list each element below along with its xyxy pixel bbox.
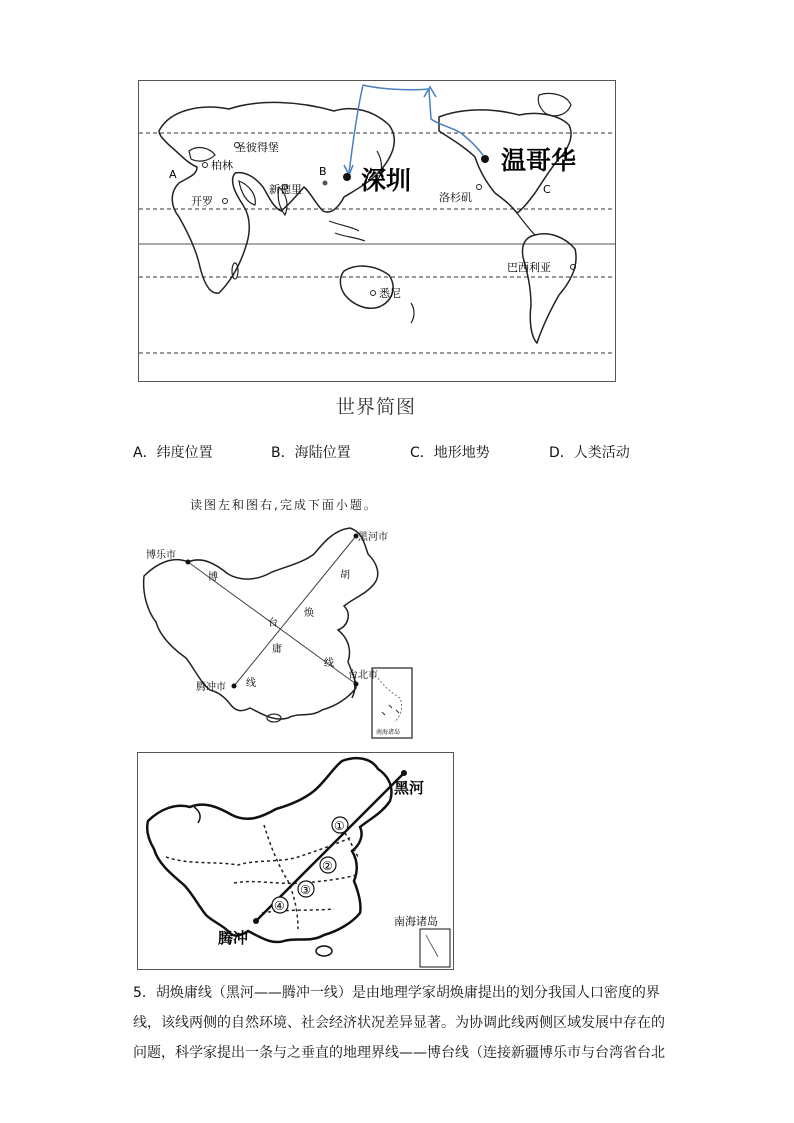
question-line: 线，该线两侧的自然环境、社会经济状况差异显著。为协调此线两侧区域发展中存在的 <box>133 1015 665 1031</box>
option-text: 纬度位置 <box>156 445 213 461</box>
china-map-right-drawing <box>138 753 453 969</box>
question-line: 5．胡焕庸线（黑河——腾冲一线）是由地理学家胡焕庸提出的划分我国人口密度的界 <box>133 985 660 1001</box>
option-letter: D． <box>549 445 574 461</box>
label-taipei: 台北市 <box>348 670 378 681</box>
world-map <box>138 80 616 382</box>
world-map-caption: 世界简图 <box>336 396 417 418</box>
option-letter: C． <box>410 445 434 461</box>
label-heihe-city: 黑河市 <box>358 532 388 543</box>
label-vancouver: 温哥华 <box>501 146 577 175</box>
label-los-angeles: 洛杉矶 <box>439 191 472 204</box>
label-south-sea-left: 南海诸岛 <box>376 729 401 736</box>
label-b: B <box>319 165 327 178</box>
label-tengchong-city: 腾冲市 <box>196 682 226 693</box>
label-c: C <box>543 183 551 196</box>
option-text: 海陆位置 <box>294 445 351 461</box>
option-a[interactable] <box>133 442 213 462</box>
option-text: 人类活动 <box>573 445 630 461</box>
option-letter: B． <box>271 445 295 461</box>
china-map-left-drawing <box>138 522 438 744</box>
line-char-bo: 博 <box>208 572 218 583</box>
china-map-hu-line <box>137 752 454 970</box>
question-line: 问题，科学家提出一条与之垂直的地理界线——博台线（连接新疆博乐市与台湾省台北 <box>133 1045 665 1061</box>
label-bole: 博乐市 <box>146 550 176 561</box>
label-berlin: 柏林 <box>211 159 233 172</box>
label-heihe: 黑河 <box>394 779 425 797</box>
label-south-sea-right: 南海诸岛 <box>394 915 438 928</box>
label-tengchong: 腾冲 <box>218 929 249 947</box>
label-a: A <box>169 168 177 181</box>
world-map-drawing <box>139 81 615 381</box>
option-c[interactable] <box>410 442 490 462</box>
region-3: ③ <box>300 883 311 897</box>
option-letter: A． <box>133 445 157 461</box>
option-b[interactable] <box>271 442 351 462</box>
instruction-text: 读图左和图右,完成下面小题。 <box>190 498 378 512</box>
region-4: ④ <box>274 899 285 913</box>
label-cairo: 开罗 <box>191 195 213 208</box>
option-text: 地形地势 <box>433 445 490 461</box>
line-char-huan: 焕 <box>304 608 314 619</box>
line-char-xian-bo: 线 <box>324 658 334 669</box>
label-new-delhi: 新德里 <box>269 183 302 196</box>
line-char-hu: 胡 <box>340 570 350 581</box>
label-brasilia: 巴西利亚 <box>507 261 551 274</box>
line-char-tai: 台 <box>268 618 278 629</box>
line-char-xian-hu: 线 <box>246 678 256 689</box>
region-1: ① <box>334 819 345 833</box>
answer-options <box>133 442 693 462</box>
option-d[interactable] <box>549 442 630 462</box>
question-5 <box>133 978 693 1068</box>
line-char-yong: 庸 <box>272 644 282 655</box>
label-shenzhen: 深圳 <box>361 166 412 195</box>
china-map-bole-taipei <box>138 522 438 744</box>
region-2: ② <box>322 859 333 873</box>
label-st-petersburg: 圣彼得堡 <box>235 141 279 154</box>
label-sydney: 悉尼 <box>379 287 401 300</box>
